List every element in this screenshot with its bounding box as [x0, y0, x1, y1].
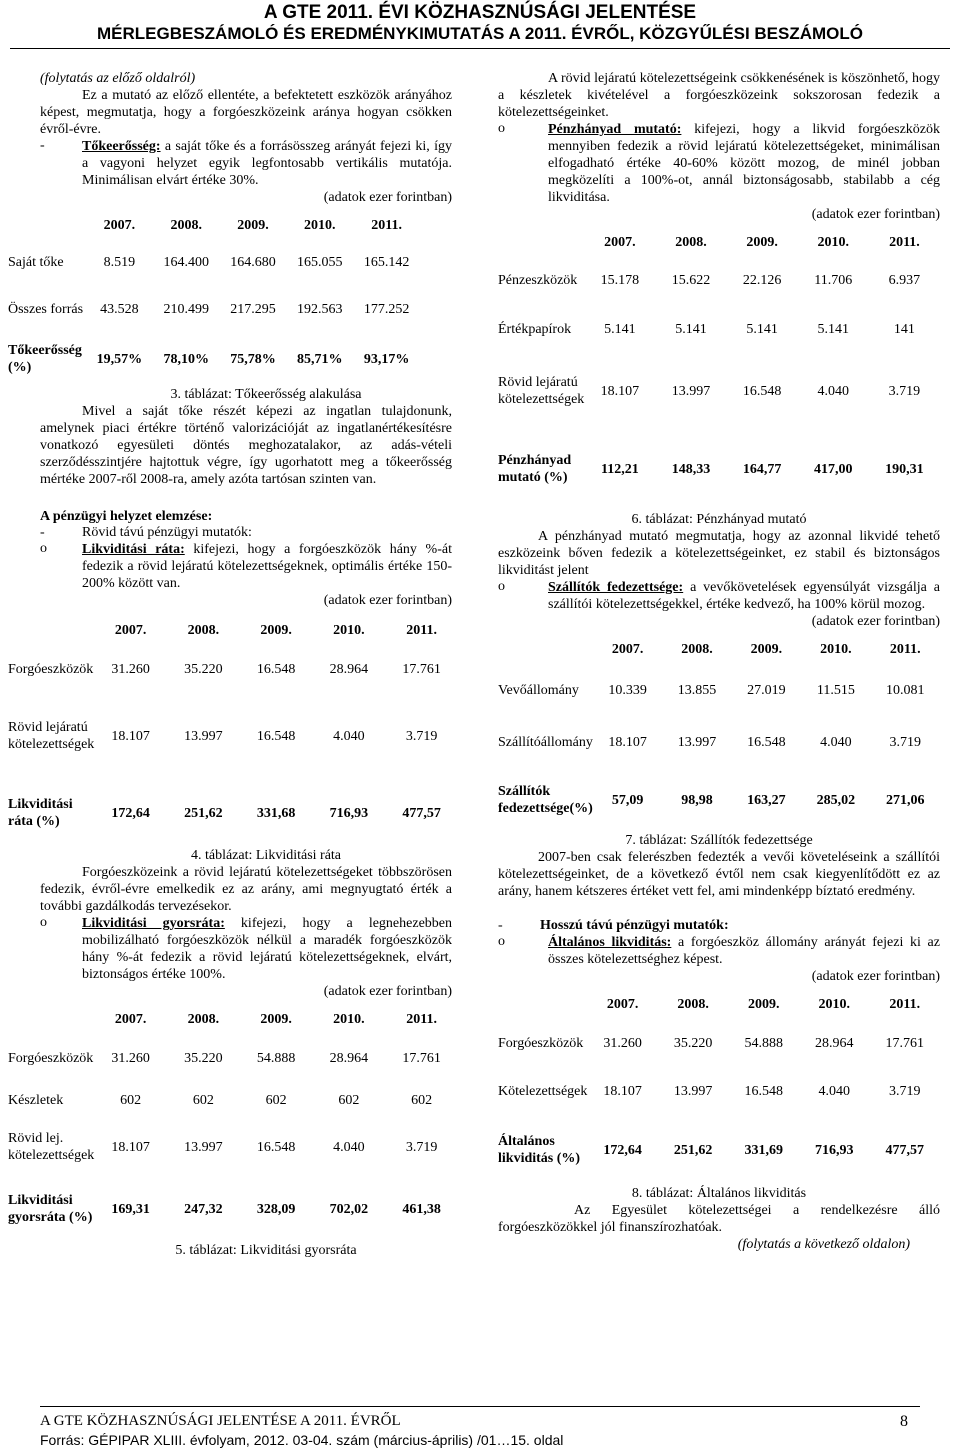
table-7-supplier	[498, 634, 940, 832]
cell-value: 602	[265, 1092, 287, 1108]
header-rule	[10, 48, 950, 49]
cell-value: 190,31	[885, 461, 924, 477]
cell-value: 3.719	[888, 1083, 921, 1099]
cell-value: 141	[893, 321, 915, 337]
year-header: 2011.	[889, 641, 921, 657]
cell-value: 165.055	[297, 254, 343, 270]
cell-value: 13.997	[671, 383, 711, 399]
cell-value: 31.260	[603, 1035, 642, 1051]
right-column	[498, 70, 940, 1253]
bullet-general-liquidity: o Általános likviditás: a forgóeszköz állomány arányát fejezi ki az összes kötelezettséghez képest.	[498, 934, 940, 967]
header-title: A GTE 2011. ÉVI KÖZHASZNÚSÁGI JELENTÉSE	[263, 2, 697, 23]
cell-value: 602	[411, 1092, 433, 1108]
table-caption: 5. táblázat: Likviditási gyorsráta	[175, 1243, 357, 1258]
cell-value: 28.964	[329, 661, 369, 677]
unit-note: (adatok ezer forintban)	[323, 984, 452, 999]
table-8-general-liquidity	[498, 989, 940, 1185]
cell-value: 602	[192, 1092, 214, 1108]
year-header: 2008.	[677, 996, 709, 1012]
table-caption: 7. táblázat: Szállítók fedezettsége	[625, 833, 813, 848]
row-label: Kötelezettségek	[498, 1083, 588, 1099]
unit-note: (adatok ezer forintban)	[811, 614, 940, 629]
cell-value: 164.680	[230, 254, 276, 270]
table-caption: 8. táblázat: Általános likviditás	[631, 1186, 807, 1201]
cell-value: 331,69	[744, 1142, 783, 1158]
cell-value: 17.761	[402, 661, 441, 677]
cell-value: 11.515	[816, 682, 855, 698]
cell-value: 19,57%	[96, 351, 143, 367]
cell-value: 702,02	[329, 1201, 369, 1217]
cell-value: 75,78%	[230, 351, 276, 367]
term: Tőkeerősség:	[82, 139, 161, 154]
paragraph: Az Egyesület kötelezettségei a rendelkezésre álló forgóeszközökkel jól finanszírozhatóak.	[498, 1203, 940, 1235]
cell-value: 18.107	[603, 1083, 642, 1099]
year-header: 2007.	[114, 1011, 147, 1027]
long-term-heading: - Hosszú távú pénzügyi mutatók:	[498, 918, 729, 933]
cell-value: 251,62	[184, 805, 223, 821]
table-row	[8, 693, 458, 779]
cell-value: 165.142	[363, 254, 410, 270]
footer-rule	[40, 1406, 920, 1407]
table-row	[498, 1115, 940, 1185]
paragraph: Mivel a saját tőke részét képezi az ingatlan tulajdonunk, amelynek piaci értékre történő valorizációját az ingatlanértékesítésre vonatkozó egyesületi döntés meghozatalakor, az adás-vételi szerződésszintjére hajtottuk végre, így ugorhatott meg a tőkeerősség mértéke 2007-ről 2008-ra, amely azóta tartósan szinten van.	[40, 404, 452, 487]
cell-value: 5.141	[675, 321, 707, 337]
cell-value: 210.499	[163, 301, 209, 317]
cell-value: 22.126	[742, 272, 782, 288]
paragraph: Forgóeszközeink a rövid lejáratú kötelezettségeket többszörösen fedezik, évről-évre emelkedik ez az arány, ami megnyugtató érték a további gazdálkodás tervezésekor.	[40, 865, 452, 914]
cell-value: 27.019	[747, 682, 786, 698]
table-header-row	[498, 634, 940, 664]
cell-value: 271,06	[886, 792, 925, 808]
paragraph: 2007-ben csak felerészben fedezték a vevői követeléseink a szállítói kötelezettségeinket, de a következő évtől nem csak kiegyenlítődött ez az arány, hanem kétszeres értéket vett fel, ami mindenképp bíztató eredmény.	[498, 850, 940, 899]
bullet-equity-ratio	[40, 138, 452, 189]
table-row	[498, 303, 940, 355]
cell-value: 716,93	[814, 1142, 854, 1158]
cell-value: 4.040	[817, 383, 850, 399]
table-5-quick-ratio	[8, 1004, 458, 1242]
cell-value: 15.622	[671, 272, 711, 288]
cell-value: 11.706	[814, 272, 853, 288]
year-header: 2007.	[103, 217, 136, 233]
cell-value: 461,38	[402, 1201, 441, 1217]
cell-value: 3.719	[405, 728, 438, 744]
table-caption: 3. táblázat: Tőkeerősség alakulása	[170, 387, 362, 402]
year-header: 2011.	[406, 622, 437, 638]
cell-value: 35.220	[184, 661, 223, 677]
table-row	[8, 1176, 458, 1242]
cell-value: 164,77	[742, 461, 782, 477]
cell-value: 43.528	[100, 301, 139, 317]
bullet-liquidity: o Likviditási ráta: kifejezi, hogy a forgóeszközök hány %-át fedezik a rövid lejáratú kötelezettségeknek, optimális értéke 150-200% között van.	[40, 541, 452, 591]
year-header: 2008.	[170, 217, 202, 233]
row-label: Likviditási gyorsráta (%)	[8, 1193, 93, 1225]
year-header: 2009.	[260, 622, 292, 638]
unit-note: (adatok ezer forintban)	[323, 593, 452, 608]
table-row	[498, 1019, 940, 1067]
row-label: Forgóeszközök	[8, 661, 94, 677]
cell-value: 331,68	[256, 805, 296, 821]
section-title: A pénzügyi helyzet elemzése:	[40, 509, 213, 524]
cell-value: 4.040	[818, 1083, 850, 1099]
year-header: 2007.	[114, 622, 147, 638]
cell-value: 13.997	[673, 1083, 713, 1099]
cell-value: 6.937	[888, 272, 921, 288]
cell-value: 16.548	[256, 1139, 296, 1155]
cell-value: 716,93	[329, 805, 369, 821]
row-label: Pénzeszközök	[498, 272, 578, 288]
cell-value: 285,02	[816, 792, 856, 808]
cell-value: 4.040	[333, 1139, 365, 1155]
table-row	[498, 355, 940, 427]
table-row	[498, 257, 940, 303]
cell-value: 15.178	[600, 272, 640, 288]
cell-value: 17.761	[402, 1050, 441, 1066]
cell-value: 477,57	[885, 1142, 924, 1158]
bullet-cash-ratio: o Pénzhányad mutató: kifejezi, hogy a likvid forgóeszközök mennyiben fedezik a rövid lejáratú kötelezettségeket, minimálisan elfogadható értéke 40-60% között mozog, de minél jobban megközelíti a 100%-ot, annál biztonságosabb, stabilabb a cég likviditása.	[498, 121, 940, 205]
cell-value: 172,64	[111, 805, 150, 821]
table-row	[498, 768, 940, 832]
header-subtitle: MÉRLEGBESZÁMOLÓ ÉS EREDMÉNYKIMUTATÁS A 2011. ÉVRŐL, KÖZGYŰLÉSI BESZÁMOLÓ	[96, 24, 863, 43]
row-label: Szállítóállomány	[498, 734, 593, 750]
cell-value: 5.141	[817, 321, 850, 337]
table-row	[498, 716, 940, 768]
year-header: 2007.	[611, 641, 644, 657]
row-label: Rövid lej. kötelezettségek	[8, 1131, 95, 1163]
cell-value: 247,32	[184, 1201, 223, 1217]
cell-value: 3.719	[405, 1139, 438, 1155]
year-header: 2011.	[406, 1011, 437, 1027]
table-row	[8, 645, 458, 693]
cell-value: 35.220	[673, 1035, 713, 1051]
cell-value: 31.260	[111, 661, 150, 677]
cell-value: 54.888	[744, 1035, 783, 1051]
year-header: 2010.	[820, 641, 852, 657]
cell-value: 251,62	[673, 1142, 713, 1158]
row-label: Forgóeszközök	[8, 1050, 94, 1066]
cell-value: 10.339	[608, 682, 647, 698]
cell-value: 112,21	[601, 461, 639, 477]
cell-value: 28.964	[814, 1035, 854, 1051]
table-row	[498, 427, 940, 511]
year-header: 2010.	[817, 234, 850, 250]
table-caption: 4. táblázat: Likviditási ráta	[190, 848, 342, 863]
cell-value: 4.040	[333, 728, 365, 744]
cell-value: 3.719	[888, 383, 921, 399]
table-row	[8, 334, 420, 384]
cell-value: 16.548	[256, 728, 296, 744]
cell-value: 602	[120, 1092, 142, 1108]
paragraph: Ez a mutató az előző ellentéte, a befektetett eszközök arányához képest, megmutatja, hogy a forgóeszközeink aránya hogyan csökken évről-évre.	[40, 88, 452, 137]
table-row	[8, 240, 420, 284]
cell-value: 57,09	[611, 792, 644, 808]
cell-value: 28.964	[329, 1050, 369, 1066]
bullet-quick-ratio: o Likviditási gyorsráta: kifejezi, hogy a legnehezebben mobilizálható forgóeszközök nélkül a maradék forgóeszközök hány %-át fedezik a rövid lejáratú kötelezettségeknek, elvárt, biztonságos értéke 100%.	[40, 915, 453, 982]
year-header: 2010.	[333, 1011, 365, 1027]
row-label: Összes forrás	[8, 301, 84, 317]
cell-value: 78,10%	[163, 351, 209, 367]
table-header-row	[8, 615, 458, 645]
cell-value: 18.107	[600, 383, 640, 399]
cell-value: 328,09	[256, 1201, 296, 1217]
cell-value: 3.719	[889, 734, 922, 750]
cell-value: 217.295	[230, 301, 276, 317]
short-term-heading: - Rövid távú pénzügyi mutatók:	[40, 525, 252, 540]
cell-value: 98,98	[681, 792, 713, 808]
row-label: Rövid lejáratú kötelezettségek	[498, 375, 585, 407]
dash-marker: -	[40, 138, 45, 153]
year-header: 2010.	[304, 217, 336, 233]
footer-source: Forrás: GÉPIPAR XLIII. évfolyam, 2012. 03-04. szám (március-április) /01…15. oldal	[40, 1432, 564, 1448]
unit-note: (adatok ezer forintban)	[811, 207, 940, 222]
cell-value: 5.141	[604, 321, 636, 337]
row-label: Tőkeerősség (%)	[8, 343, 82, 375]
cell-value: 17.761	[885, 1035, 924, 1051]
table-row	[8, 1118, 458, 1176]
cell-value: 35.220	[184, 1050, 223, 1066]
cell-value: 177.252	[363, 301, 410, 317]
year-header: 2009.	[747, 996, 780, 1012]
cell-value: 10.081	[886, 682, 925, 698]
cell-value: 169,31	[111, 1201, 150, 1217]
cell-value: 18.107	[111, 1139, 150, 1155]
cell-value: 13.855	[677, 682, 717, 698]
table-row	[8, 1082, 458, 1118]
cell-value: 18.107	[111, 728, 150, 744]
row-label: Készletek	[8, 1092, 64, 1108]
row-label: Pénzhányad mutató (%)	[498, 453, 572, 485]
cell-value: 54.888	[256, 1050, 296, 1066]
cell-value: 13.997	[184, 728, 223, 744]
unit-note: (adatok ezer forintban)	[323, 190, 452, 205]
year-header: 2008.	[675, 234, 707, 250]
year-header: 2008.	[681, 641, 713, 657]
page-number: 8	[900, 1413, 908, 1430]
table-row	[8, 1034, 458, 1082]
year-header: 2011.	[889, 234, 920, 250]
continued-note: (folytatás az előző oldalról)	[40, 71, 196, 86]
cell-value: 85,71%	[297, 351, 343, 367]
table-caption: 6. táblázat: Pénzhányad mutató	[631, 512, 807, 527]
year-header: 2007.	[604, 234, 636, 250]
cell-value: 477,57	[402, 805, 441, 821]
table-4-liquidity	[8, 615, 458, 847]
row-label: Forgóeszközök	[498, 1035, 584, 1051]
cell-value: 417,00	[814, 461, 853, 477]
cell-value: 16.548	[742, 383, 782, 399]
cell-value: 602	[338, 1092, 360, 1108]
cell-value: 148,33	[671, 461, 711, 477]
paragraph: A pénzhányad mutató megmutatja, hogy az azonnal likvidé tehető eszközeink bőven fedezik a kötelezettségeinket, ez stabil és biztonságos likviditást jelent	[498, 529, 940, 578]
cell-value: 16.548	[747, 734, 786, 750]
cell-value: 8.519	[103, 254, 136, 270]
year-header: 2008.	[187, 1011, 220, 1027]
year-header: 2011.	[371, 217, 402, 233]
cell-value: 31.260	[111, 1050, 150, 1066]
table-row	[8, 779, 458, 847]
cell-value: 5.141	[746, 321, 778, 337]
cell-value: 16.548	[744, 1083, 783, 1099]
table-row	[498, 664, 940, 716]
year-header: 2011.	[889, 996, 921, 1012]
year-header: 2009.	[750, 641, 783, 657]
cell-value: 13.997	[677, 734, 717, 750]
cell-value: 93,17%	[363, 351, 410, 367]
table-header-row	[498, 227, 940, 257]
table-3-equity	[8, 210, 420, 384]
bullet-supplier-coverage: o Szállítók fedezettsége: a vevőkövetelések egyensúlyát vizsgálja a szállítói kötelezettségekkel, értéke kedvező, ha 100% körül mozog.	[498, 579, 940, 612]
cell-value: 13.997	[184, 1139, 223, 1155]
cell-value: 163,27	[747, 792, 786, 808]
left-column	[8, 70, 453, 1259]
cell-value: 16.548	[256, 661, 296, 677]
year-header: 2010.	[333, 622, 365, 638]
table-row	[498, 1067, 940, 1115]
year-header: 2008.	[187, 622, 220, 638]
year-header: 2007.	[606, 996, 639, 1012]
term-text: a saját tőke és a forrásösszeg arányát fejezi ki, így a vagyoni helyzet egyik legfontosabb vertikális mutatója. Minimálisan elvárt értéke 30%.	[82, 139, 452, 188]
row-label: Értékpapírok	[498, 321, 572, 337]
footer-title: A GTE KÖZHASZNÚSÁGI JELENTÉSE A 2011. ÉVRŐL	[40, 1413, 401, 1429]
row-label: Szállítók fedezettsége(%)	[498, 784, 593, 816]
year-header: 2009.	[237, 217, 269, 233]
paragraph: A rövid lejáratú kötelezettségeink csökkenésének is köszönhető, hogy a készletek kivételével a forgóeszközeink sokszorosan fedezik a kötelezettségeinket.	[498, 71, 940, 120]
table-header-row	[8, 210, 420, 240]
cell-value: 4.040	[820, 734, 852, 750]
unit-note: (adatok ezer forintban)	[811, 969, 940, 984]
row-label: Általános likviditás (%)	[498, 1134, 581, 1166]
year-header: 2009.	[260, 1011, 292, 1027]
row-label: Rövid lejáratú kötelezettségek	[8, 720, 95, 752]
cell-value: 192.563	[297, 301, 343, 317]
cell-value: 172,64	[603, 1142, 642, 1158]
row-label: Likviditási ráta (%)	[8, 797, 73, 829]
continued-note: (folytatás a következő oldalon)	[737, 1237, 910, 1252]
cell-value: 18.107	[608, 734, 647, 750]
table-header-row	[498, 989, 940, 1019]
year-header: 2010.	[818, 996, 850, 1012]
row-label: Saját tőke	[8, 254, 64, 270]
table-6-cash-ratio	[498, 227, 940, 511]
year-header: 2009.	[746, 234, 778, 250]
cell-value: 164.400	[163, 254, 209, 270]
table-row	[8, 284, 420, 334]
row-label: Vevőállomány	[498, 682, 579, 698]
table-header-row	[8, 1004, 458, 1034]
